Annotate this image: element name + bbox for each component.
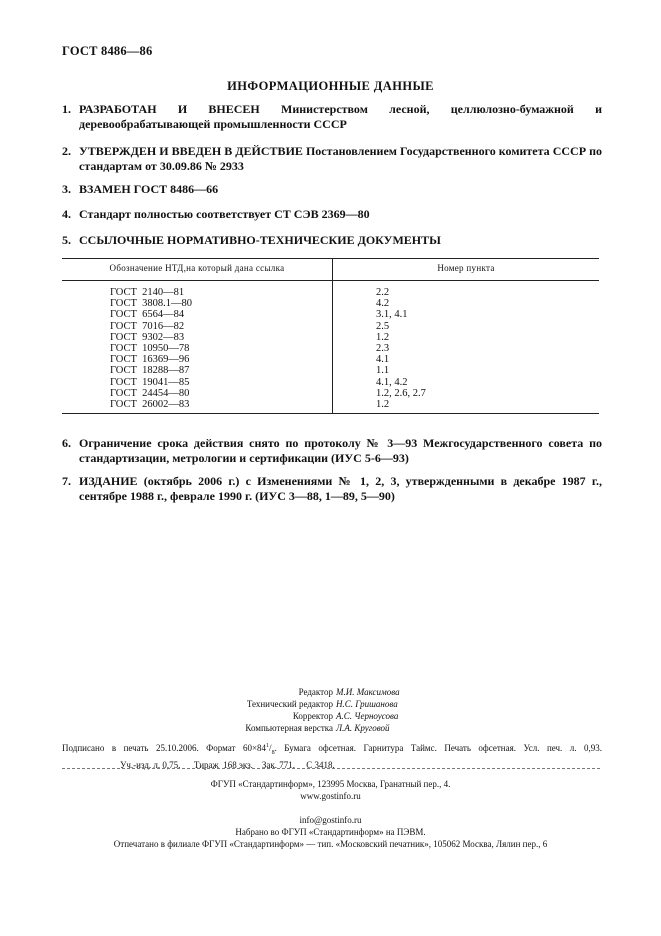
credit-role: Редактор (298, 687, 333, 697)
reference-document: ГОСТ 24454—80 (110, 387, 190, 399)
column-header-document: Обозначение НТД,на который дана ссылка (62, 259, 333, 281)
item-number: 4. (62, 207, 71, 221)
publisher-contacts (0, 790, 661, 826)
publication-line-1: Подписано в печать 25.10.2006. Формат $60\times 84^1/_8$. Бумага офсетная. Гарнитура Таймс. Печать офсетная. Усл. печ. л. 0,93. (62, 743, 602, 756)
publisher-website: www.gostinfo.ru (300, 791, 361, 801)
credit-name: М.И. Максимова (336, 687, 400, 697)
clause-number: 4.1 (376, 354, 390, 366)
info-item-1 (62, 102, 602, 132)
publication-info (62, 740, 602, 771)
format-fraction-denominator: 8 (271, 749, 275, 756)
reference-document: ГОСТ 19041—85 (110, 376, 190, 388)
clause-number: 1.2 (376, 398, 390, 410)
info-item-7 (62, 474, 602, 504)
info-item-5 (62, 233, 602, 248)
item-text: РАЗРАБОТАН И ВНЕСЕН Министерством лесной, целлюлозно-бумажной и деревообрабатывающей промышленности СССР (79, 102, 602, 131)
reference-document: ГОСТ 26002—83 (110, 398, 190, 410)
section-title: ИНФОРМАЦИОННЫЕ ДАННЫЕ (227, 79, 434, 93)
editorial-credits (0, 686, 661, 734)
credit-row (0, 710, 661, 722)
footer-divider (62, 768, 600, 769)
reference-document: ГОСТ 10950—78 (110, 342, 190, 354)
reference-document: ГОСТ 6564—84 (110, 309, 185, 321)
clause-number: 3.1, 4.1 (376, 309, 408, 321)
credit-role: Компьютерная верстка (245, 723, 333, 733)
publication-line-2: Уч.-изд. л. 0,75. Тираж 168 экз. Зак. 771. С 3418. (120, 759, 335, 770)
typeset-note: Набрано во ФГУП «Стандартинформ» на ПЭВМ. (235, 827, 426, 837)
credit-name: А.С. Черноусова (336, 711, 399, 721)
info-item-2 (62, 144, 602, 174)
item-text: УТВЕРЖДЕН И ВВЕДЕН В ДЕЙСТВИЕ Постановлением Государственного комитета СССР по стандартам от 30.09.86 № 2933 (79, 144, 602, 173)
credit-row (0, 686, 661, 698)
credit-row (0, 722, 661, 734)
reference-document: ГОСТ 16369—96 (110, 354, 190, 366)
item-text: ССЫЛОЧНЫЕ НОРМАТИВНО-ТЕХНИЧЕСКИЕ ДОКУМЕНТЫ (79, 233, 441, 247)
item-text: ИЗДАНИЕ (октябрь 2006 г.) с Изменениями № 1, 2, 3, утвержденными в декабре 1987 г., сентябре 1988 г., феврале 1990 г. (ИУС 3—88, 1—89, 5—90) (79, 474, 602, 503)
document-column (62, 281, 333, 414)
clause-number: 4.2 (376, 298, 390, 310)
document-header: ГОСТ 8486—86 (62, 44, 153, 58)
credit-row (0, 698, 661, 710)
info-item-6 (62, 436, 602, 466)
reference-document: ГОСТ 18288—87 (110, 365, 190, 377)
item-number: 6. (62, 436, 71, 450)
publication-text: Подписано в печать 25.10.2006. Формат 60×84 (62, 743, 267, 753)
column-header-clause: Номер пункта (333, 259, 600, 281)
clause-number: 2.5 (376, 320, 390, 332)
clause-number: 1.2 (376, 331, 390, 343)
item-number: 5. (62, 233, 71, 247)
reference-document: ГОСТ 7016—82 (110, 320, 185, 332)
publisher-address: ФГУП «Стандартинформ», 123995 Москва, Гранатный пер., 4. (210, 779, 451, 789)
item-number: 7. (62, 474, 71, 488)
item-text: ВЗАМЕН ГОСТ 8486—66 (79, 182, 219, 196)
credit-name: Л.А. Круговой (336, 723, 390, 733)
publisher-footer (0, 778, 661, 850)
clause-number: 2.2 (376, 287, 390, 298)
info-item-4 (62, 207, 602, 222)
info-item-3 (62, 182, 602, 197)
reference-document: ГОСТ 3808.1—80 (110, 298, 193, 310)
publication-text: . Бумага офсетная. Гарнитура Таймс. Печать офсетная. Усл. печ. л. 0,93. (274, 743, 602, 753)
item-number: 3. (62, 182, 71, 196)
clause-number: 2.3 (376, 342, 390, 354)
credit-role: Корректор (292, 711, 333, 721)
item-number: 1. (62, 102, 71, 116)
reference-document: ГОСТ 2140—81 (110, 287, 185, 298)
item-text: Стандарт полностью соответствует СТ СЭВ 2369—80 (79, 207, 370, 221)
publisher-email: info@gostinfo.ru (299, 815, 362, 825)
clause-number: 1.2, 2.6, 2.7 (376, 387, 426, 399)
clause-number: 4.1, 4.2 (376, 376, 408, 388)
clause-number: 1.1 (376, 365, 390, 377)
format-fraction-numerator: 1 (266, 743, 270, 749)
reference-document: ГОСТ 9302—83 (110, 331, 185, 343)
credit-name: Н.С. Гришанова (336, 699, 398, 709)
credit-role: Технический редактор (246, 699, 333, 709)
clause-column (333, 281, 600, 414)
item-number: 2. (62, 144, 71, 158)
printed-note: Отпечатано в филиале ФГУП «Стандартинформ» — тип. «Московский печатник», 105062 Москва, Лялин пер., 6 (113, 839, 548, 849)
item-text: Ограничение срока действия снято по протоколу № 3—93 Межгосударственного совета по стандартизации, метрологии и сертификации (ИУС 5-6—93) (79, 436, 602, 465)
references-table (62, 258, 599, 414)
